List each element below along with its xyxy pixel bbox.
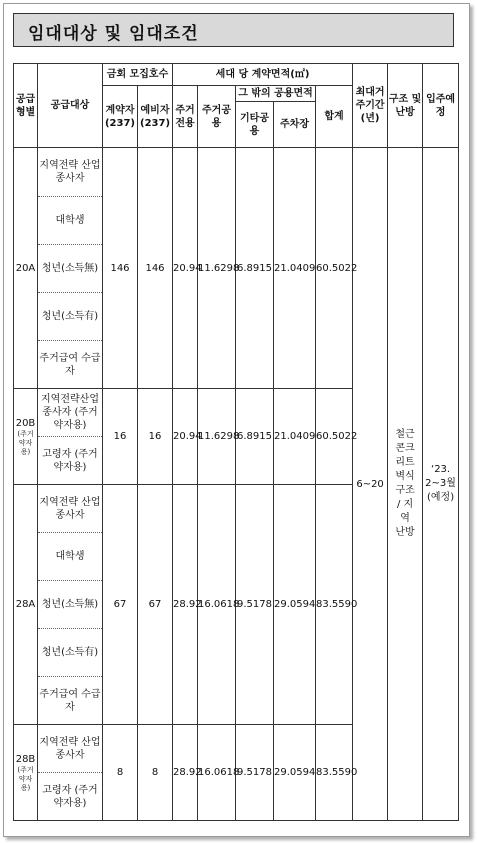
- target-cell: 청년(소득有): [38, 629, 103, 677]
- parking-cell: 21.0409: [274, 148, 316, 389]
- header-residential-common: 주거공용: [198, 86, 236, 148]
- type-cell-28a: 28A: [14, 485, 38, 725]
- target-cell: 지역전략산업종사자 (주거약자용): [38, 389, 103, 437]
- exclusive-cell: 28.92: [173, 725, 198, 821]
- total-cell: 83.5590: [316, 725, 353, 821]
- parking-cell: 21.0409: [274, 389, 316, 485]
- target-cell: 대학생: [38, 197, 103, 245]
- header-contract: 계약자 (237): [103, 86, 138, 148]
- type-cell-20b: 20B (주거약자용): [14, 389, 38, 485]
- title-box: [13, 13, 454, 47]
- type-cell-28b: 28B (주거약자용): [14, 725, 38, 821]
- target-cell: 청년(소득無): [38, 581, 103, 629]
- header-area: 세대 당 계약면적(㎡): [173, 64, 353, 86]
- contract-cell: 16: [103, 389, 138, 485]
- header-structure: 구조 및 난방: [388, 64, 423, 148]
- exclusive-cell: 20.94: [173, 148, 198, 389]
- header-period: 최대거주기간(년): [353, 64, 388, 148]
- target-cell: 고령자 (주거약자용): [38, 773, 103, 821]
- contract-cell: 67: [103, 485, 138, 725]
- header-recruit: 금회 모집호수: [103, 64, 173, 86]
- header-target: 공급대상: [38, 64, 103, 148]
- header-other-common: 그 밖의 공용면적: [236, 86, 316, 102]
- etc-common-cell: 6.8915: [236, 148, 274, 389]
- residential-common-cell: 11.6298: [198, 148, 236, 389]
- header-etc-common: 기타공용: [236, 102, 274, 148]
- target-cell: 대학생: [38, 533, 103, 581]
- etc-common-cell: 9.5178: [236, 485, 274, 725]
- header-move-in: 입주예정: [423, 64, 459, 148]
- etc-common-cell: 9.5178: [236, 725, 274, 821]
- header-reserve: 예비자 (237): [138, 86, 173, 148]
- target-cell: 지역전략 산업종사자: [38, 725, 103, 773]
- structure-cell: 철근 콘크리트 벽식 구조 / 지역 난방: [388, 148, 423, 821]
- total-cell: 60.5022: [316, 389, 353, 485]
- rental-conditions-table: [13, 63, 459, 821]
- reserve-cell: 8: [138, 725, 173, 821]
- parking-cell: 29.0594: [274, 725, 316, 821]
- reserve-cell: 146: [138, 148, 173, 389]
- total-cell: 83.5590: [316, 485, 353, 725]
- header-exclusive: 주거전용: [173, 86, 198, 148]
- etc-common-cell: 6.8915: [236, 389, 274, 485]
- reserve-cell: 67: [138, 485, 173, 725]
- page-title: 임대대상 및 임대조건: [28, 24, 199, 44]
- target-cell: 고령자 (주거약자용): [38, 437, 103, 485]
- total-cell: 60.5022: [316, 148, 353, 389]
- exclusive-cell: 20.94: [173, 389, 198, 485]
- type-cell-20a: 20A: [14, 148, 38, 389]
- contract-cell: 146: [103, 148, 138, 389]
- residential-common-cell: 11.6298: [198, 389, 236, 485]
- reserve-cell: 16: [138, 389, 173, 485]
- target-cell: 청년(소득無): [38, 245, 103, 293]
- residential-common-cell: 16.0618: [198, 485, 236, 725]
- header-total: 합계: [316, 86, 353, 148]
- target-cell: 주거급여 수급자: [38, 341, 103, 389]
- target-cell: 지역전략 산업종사자: [38, 485, 103, 533]
- exclusive-cell: 28.92: [173, 485, 198, 725]
- header-type: 공급형별: [14, 64, 38, 148]
- target-cell: 청년(소득有): [38, 293, 103, 341]
- residential-common-cell: 16.0618: [198, 725, 236, 821]
- header-parking: 주차장: [274, 102, 316, 148]
- move-in-cell: ‘23. 2~3월 (예정): [423, 148, 459, 821]
- target-cell: 지역전략 산업종사자: [38, 148, 103, 197]
- contract-cell: 8: [103, 725, 138, 821]
- period-cell: 6~20: [353, 148, 388, 821]
- parking-cell: 29.0594: [274, 485, 316, 725]
- target-cell: 주거급여 수급자: [38, 677, 103, 725]
